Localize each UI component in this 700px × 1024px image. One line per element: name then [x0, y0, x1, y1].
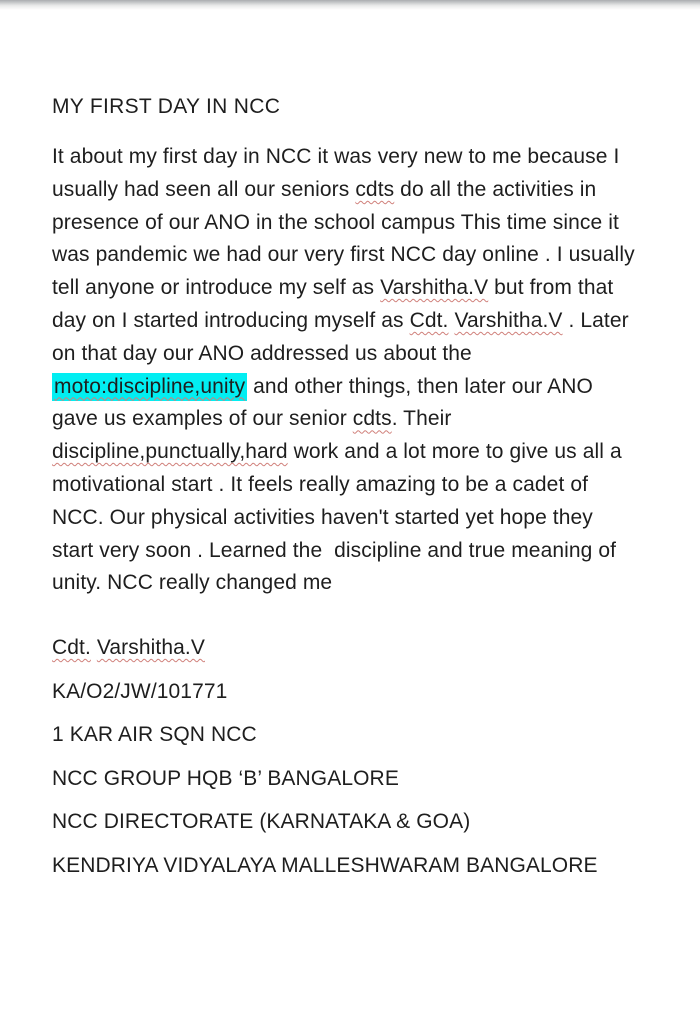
text-run: KA/O2/JW/101771 [52, 679, 228, 703]
text-run: but from that [488, 276, 614, 300]
paragraph-line [52, 239, 672, 272]
text-run: 1 KAR AIR SQN NCC [52, 723, 257, 746]
paragraph-line [52, 174, 672, 207]
text-run: NCC GROUP HQB ‘B’ BANGALORE [52, 766, 399, 790]
text-run: tell anyone or introduce my self as [52, 276, 381, 300]
text-run: do all the activities in [394, 177, 597, 201]
document-title: MY FIRST DAY IN NCC [52, 95, 281, 118]
text-run: It about my first day in NCC it was very new to me because I [52, 145, 620, 168]
signature-line [52, 637, 598, 659]
paragraph-line [52, 141, 672, 174]
text-run: KENDRIYA VIDYALAYA MALLESHWARAM BANGALORE [52, 853, 598, 877]
text-run: NCC. Our physical activities haven't started yet hope they [52, 505, 593, 529]
paragraph-line [52, 469, 672, 502]
text-run: . Their [391, 407, 452, 431]
text-run: start very soon . Learned the discipline and true meaning of [52, 538, 617, 562]
body-paragraph [52, 141, 672, 600]
paragraph-line [52, 403, 672, 436]
paragraph-line [52, 305, 672, 338]
paragraph-line [52, 207, 672, 240]
paragraph-line [52, 338, 672, 371]
paragraph-line [52, 502, 672, 535]
misspelled-word: cdts [352, 407, 392, 431]
paragraph-line [52, 436, 672, 469]
misspelled-word: Varshitha.V [454, 308, 563, 332]
text-run: on that day our ANO addressed us about the [52, 341, 472, 365]
signature-line [52, 681, 598, 703]
signature-line [52, 811, 598, 833]
text-run: and other things, then later our ANO [247, 374, 593, 398]
misspelled-word: Cdt. [52, 636, 91, 659]
signature-line [52, 855, 598, 877]
text-run: was pandemic we had our very first NCC day online . I usually [52, 243, 635, 267]
misspelled-word: Varshitha.V [380, 276, 489, 300]
misspelled-word: cdts [355, 177, 395, 201]
text-run: motivational start . It feels really amazing to be a cadet of [52, 472, 589, 496]
signature-block [52, 637, 598, 898]
paragraph-line [52, 535, 672, 568]
signature-line [52, 724, 598, 746]
paragraph-line [52, 567, 672, 600]
paragraph-line [52, 272, 672, 305]
top-edge-shadow [0, 0, 700, 10]
text-run: presence of our ANO in the school campus This time since it [52, 210, 619, 234]
text-run: NCC DIRECTORATE (KARNATAKA & GOA) [52, 810, 471, 833]
text-run: gave us examples of our senior [52, 407, 353, 431]
paragraph-line [52, 371, 672, 404]
text-run: usually had seen all our seniors [52, 177, 356, 201]
misspelled-word: Varshitha.V [96, 636, 205, 659]
text-run: day on I started introducing myself as [52, 308, 410, 332]
text-run: work and a lot more to give us all a [287, 440, 622, 464]
signature-line [52, 768, 598, 790]
text-run: unity. NCC really changed me [52, 571, 333, 595]
text-run: . Later [562, 308, 629, 332]
misspelled-word: discipline,punctually,hard [52, 440, 288, 464]
misspelled-word: Cdt. [409, 308, 449, 332]
highlighted-text: moto:discipline,unity [52, 373, 247, 401]
